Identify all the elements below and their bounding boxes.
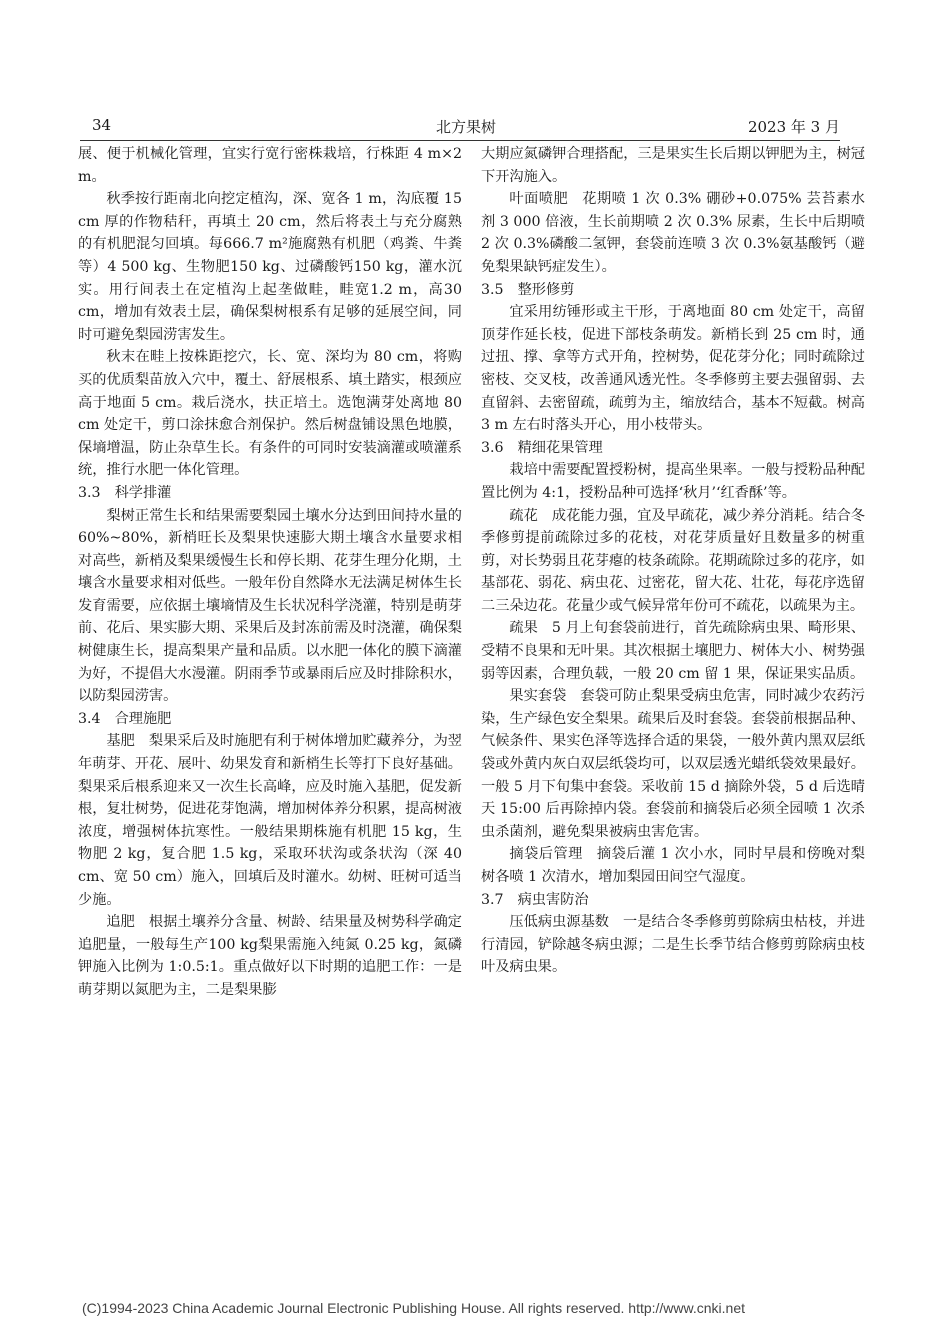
body-paragraph [481,617,865,685]
paragraph-text: 套袋可防止梨果受病虫危害，同时减少农药污染，生产绿色安全梨果。疏果后及时套袋。套袋前根据品种、气候条件、果实色泽等选择合适的果袋，一般外黄内黑双层纸袋或外黄内灰白双层纸袋均可，以双层透光蜡纸袋效果最好。一般 5 月下旬集中套袋。采收前 15 d 摘除外袋，5 d 后选晴天 15:00 后再除掉内袋。套袋前和摘袋后必须全园喷 1 次杀虫杀菌剂，避免梨果被病虫害危害。 [481,688,865,840]
body-paragraph [481,143,865,188]
paragraph-text: 梨树正常生长和结果需要梨园土壤水分达到田间持水量的 60%~80%，新梢旺长及梨果快速膨大期土壤含水量要求相对高些，新梢及梨果缓慢生长和停长期、花芽生理分化期，土壤含水量要求相对低些。一般年份自然降水无法满足树体生长发育需要，应依据土壤墒情及生长状况科学浇灌，特别是萌芽前、花后、果实膨大期、采果后及封冻前需及时浇灌，确保梨树健康生长，提高梨果产量和品质。以水肥一体化的膜下滴灌为好，不提倡大水漫灌。阴雨季节或暴雨后应及时排除积水，以防梨园涝害。 [78,507,462,705]
paragraph-text: 成花能力强，宜及早疏花，减少养分消耗。结合冬季修剪提前疏除过多的花枝，对花芽质量好且数量多的树重剪，对长势弱且花芽瘪的枝条疏除。花期疏除过多的花序，如基部花、弱花、病虫花、过密花，留大花、壮花，每花序选留二三朵边花。花量少或气候异常年份可不疏花，以疏果为主。 [481,507,865,614]
body-paragraph [481,685,865,843]
paragraph-text: 5 月上旬套袋前进行，首先疏除病虫果、畸形果、受精不良果和无叶果。其次根据土壤肥力、树体大小、树势强弱等因素，合理负载，一般 20 cm 留 1 果，保证果实品质。 [481,620,865,682]
run-in-heading: 压低病虫源基数 [509,914,610,931]
issue-date: 2023 年 3 月 [747,118,840,136]
paragraph-text: 一是结合冬季修剪剪除病虫枯枝，并进行清园，铲除越冬病虫源；二是生长季节结合修剪剪除病虫枝叶及病虫果。 [481,914,865,976]
section-heading [481,889,865,912]
section-title: 合理施肥 [114,710,172,727]
paragraph-text: 秋末在畦上按株距挖穴，长、宽、深均为 80 cm，将购买的优质梨苗放入穴中，覆土、舒展根系、填土踏实，根颈应高于地面 5 cm。栽后浇水，扶正培土。选饱满芽处离地 80 cm 处定干，剪口涂抹愈合剂保护。然后树盘铺设黑色地膜，保墒增温，防止杂草生长。有条件的可同时安装滴灌或喷灌系统，推行水肥一体化管理。 [78,349,462,479]
right-column [481,143,865,979]
body-paragraph [78,911,462,1001]
run-in-heading: 果实套袋 [509,688,567,705]
body-paragraph [78,346,462,482]
run-in-heading: 摘袋后管理 [509,846,583,863]
run-in-heading: 疏花 [509,507,538,524]
run-in-heading: 叶面喷肥 [509,191,569,208]
paragraph-text: 宜采用纺锤形或主干形，于离地面 80 cm 处定干，高留顶芽作延长枝，促进下部枝条萌发。新梢长到 25 cm 时，通过扭、撑、拿等方式开角，控树势，促花芽分化；同时疏除过密枝、交叉枝，改善通风透光性。冬季修剪主要去强留弱、去直留斜、去密留疏，疏剪为主，缩放结合，基本不短截。树高 3 m 左右时落头开心，用小枝带头。 [481,304,865,434]
run-in-heading: 疏果 [509,620,538,637]
body-paragraph [481,911,865,979]
paragraph-text: 栽培中需要配置授粉树，提高坐果率。一般与授粉品种配置比例为 4:1，授粉品种可选择‘秋月’‘红香酥’等。 [481,462,865,501]
section-number: 3.5 [481,281,504,298]
body-paragraph [481,459,865,504]
body-paragraph [481,843,865,888]
section-number: 3.3 [78,484,101,501]
run-in-heading: 追肥 [106,914,135,931]
section-title: 整形修剪 [517,281,575,298]
body-paragraph [78,143,462,188]
body-paragraph [78,188,462,346]
section-number: 3.7 [481,891,504,908]
section-number: 3.6 [481,439,504,456]
paragraph-text: 梨果采后及时施肥有利于树体增加贮藏养分，为翌年萌芽、开花、展叶、幼果发育和新梢生长等打下良好基础。梨果采后根系迎来又一次生长高峰，应及时施入基肥，促发新根，复壮树势，促进花芽饱满，增加树体养分积累，提高树液浓度，增强树体抗寒性。一般结果期株施有机肥 15 kg，生物肥 2 kg，复合肥 1.5 kg，采取环状沟或条状沟（深 40 cm、宽 50 cm）施入，回填后及时灌水。幼树、旺树可适当少施。 [78,733,462,908]
body-paragraph [481,188,865,278]
copyright-footer: (C)1994-2023 China Academic Journal Electronic Publishing House. All rights reserved. http://www.cnki.net [82,1300,745,1316]
paragraph-text: 秋季按行距南北向挖定植沟，深、宽各 1 m，沟底覆 15 cm 厚的作物秸秆，再填土 20 cm，然后将表土与充分腐熟的有机肥混匀回填。每666.7 m²施腐熟有机肥（鸡粪、牛粪等）4 500 kg、生物肥150 kg、过磷酸钙150 kg，灌水沉实。用行间表土在定植沟上起垄做畦，畦宽1.2 m，高30 cm，增加有效表土层，确保梨树根系有足够的延展空间，同时可避免梨园涝害发生。 [78,191,462,343]
section-title: 病虫害防治 [517,891,589,908]
paragraph-text: 根据土壤养分含量、树龄、结果量及树势科学确定追肥量，一般每生产100 kg梨果需施入纯氮 0.25 kg，氮磷钾施入比例为 1:0.5:1。重点做好以下时期的追肥工作：一是萌芽期以氮肥为主，二是梨果膨 [78,914,462,998]
section-heading [78,482,462,505]
running-header [92,112,840,138]
paragraph-text: 摘袋后灌 1 次小水，同时早晨和傍晚对梨树各喷 1 次清水，增加梨园田间空气湿度。 [481,846,865,885]
section-title: 科学排灌 [114,484,172,501]
body-paragraph [78,505,462,708]
body-paragraph [78,730,462,911]
paragraph-text: 大期应氮磷钾合理搭配，三是果实生长后期以钾肥为主，树冠下开沟施入。 [481,146,865,185]
header-rule [80,140,840,141]
paragraph-text: 花期喷 1 次 0.3% 硼砂+0.075% 芸苔素水剂 3 000 倍液，生长前期喷 2 次 0.3% 尿素，生长中后期喷 2 次 0.3%磷酸二氢钾，套袋前连喷 3 次 0.3%氨基酸钙（避免梨果缺钙症发生）。 [481,191,865,275]
section-heading [481,437,865,460]
section-title: 精细花果管理 [517,439,603,456]
journal-title: 北方果树 [435,118,496,136]
section-heading [481,279,865,302]
left-column [78,143,462,1002]
section-heading [78,708,462,731]
body-paragraph [481,301,865,437]
run-in-heading: 基肥 [106,733,135,750]
page-number: 34 [92,116,112,134]
section-number: 3.4 [78,710,101,727]
body-paragraph [481,505,865,618]
paragraph-text: 展、便于机械化管理，宜实行宽行密株栽培，行株距 4 m×2 m。 [78,146,462,185]
